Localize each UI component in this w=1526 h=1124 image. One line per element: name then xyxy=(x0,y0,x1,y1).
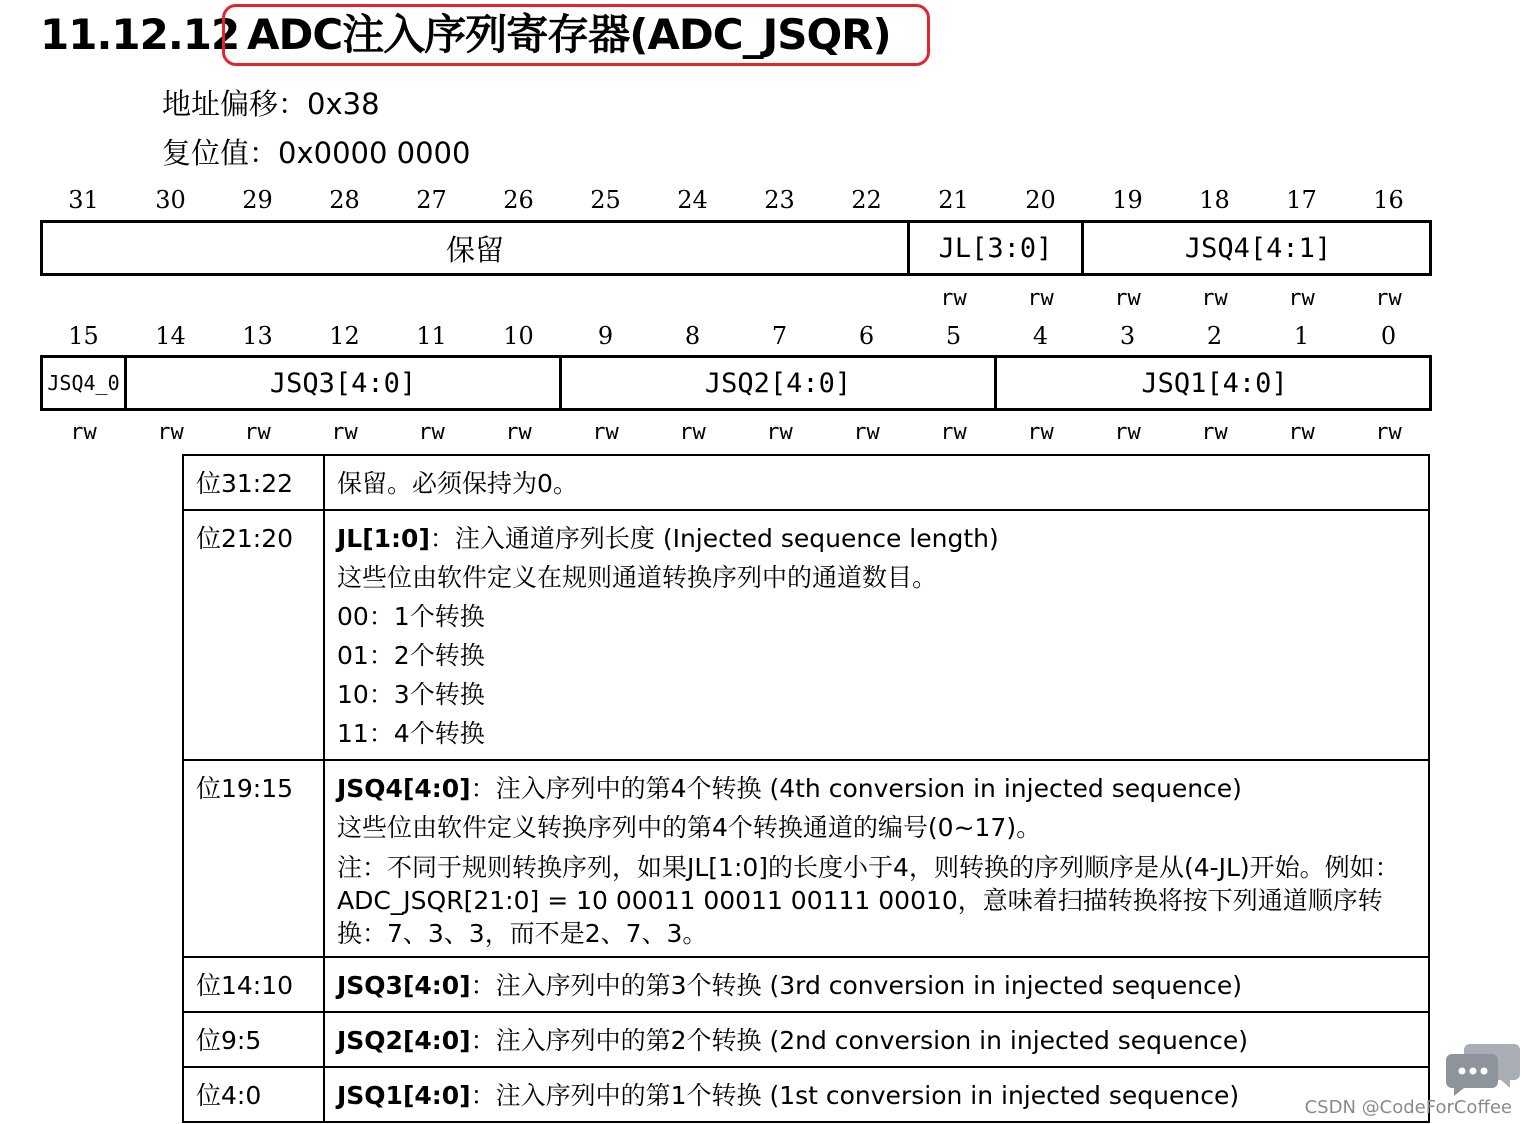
section-title: ADC注入序列寄存器(ADC_JSQR) xyxy=(222,4,930,66)
bit-number: 5 xyxy=(945,322,962,350)
bit-number: 1 xyxy=(1293,322,1310,350)
field-summary: ：注入序列中的第4个转换 (4th conversion in injected sequence) xyxy=(470,774,1242,803)
access-type: rw xyxy=(418,420,445,445)
description-title xyxy=(337,966,1416,1005)
access-type: rw xyxy=(679,420,706,445)
bit-number: 20 xyxy=(1025,186,1056,214)
bit-description-table xyxy=(182,454,1430,1123)
description-line: 这些位由软件定义转换序列中的第4个转换通道的编号(0~17)。 xyxy=(337,813,1042,842)
description-row xyxy=(183,455,1429,510)
bit-description xyxy=(324,957,1429,1012)
access-type: rw xyxy=(940,286,967,311)
description-title xyxy=(337,1076,1416,1115)
access-type: rw xyxy=(157,420,184,445)
bit-range: 位21:20 xyxy=(183,510,324,760)
access-type: rw xyxy=(505,420,532,445)
access-type: rw xyxy=(331,420,358,445)
bit-number: 12 xyxy=(329,322,360,350)
field-name: JSQ1[4:0] xyxy=(337,1081,471,1110)
bit-number: 29 xyxy=(242,186,273,214)
bit-range: 位4:0 xyxy=(183,1067,324,1122)
field-summary: ：注入序列中的第1个转换 (1st conversion in injected sequence) xyxy=(470,1081,1240,1110)
bit-number: 18 xyxy=(1199,186,1230,214)
access-type: rw xyxy=(1114,286,1141,311)
bit-number: 21 xyxy=(938,186,969,214)
field-summary: 保留。必须保持为0。 xyxy=(337,469,578,498)
access-type: rw xyxy=(1375,286,1402,311)
access-type: rw xyxy=(1114,420,1141,445)
bit-number: 9 xyxy=(597,322,614,350)
description-title xyxy=(337,1021,1416,1060)
bit-number: 28 xyxy=(329,186,360,214)
bit-number: 22 xyxy=(851,186,882,214)
bit-number: 0 xyxy=(1380,322,1397,350)
bit-number: 17 xyxy=(1286,186,1317,214)
bit-number: 16 xyxy=(1373,186,1404,214)
description-title xyxy=(337,769,1416,808)
bit-number: 7 xyxy=(771,322,788,350)
access-type: rw xyxy=(1027,420,1054,445)
description-line: 10：3个转换 xyxy=(337,680,485,709)
bit-number: 14 xyxy=(155,322,186,350)
access-type: rw xyxy=(244,420,271,445)
reset-value: 复位值：0x0000 0000 xyxy=(162,136,471,170)
access-type: rw xyxy=(1375,420,1402,445)
bit-number: 15 xyxy=(68,322,99,350)
chat-bubble-icon[interactable] xyxy=(1446,1040,1520,1096)
bit-range: 位9:5 xyxy=(183,1012,324,1067)
register-field: 保留 xyxy=(43,223,910,273)
field-name: JSQ4[4:0] xyxy=(337,774,471,803)
bit-number: 6 xyxy=(858,322,875,350)
bit-number: 30 xyxy=(155,186,186,214)
bit-range: 位14:10 xyxy=(183,957,324,1012)
bit-number: 13 xyxy=(242,322,273,350)
access-type: rw xyxy=(1288,286,1315,311)
description-row xyxy=(183,957,1429,1012)
bit-number: 11 xyxy=(416,322,447,350)
access-type: rw xyxy=(1201,286,1228,311)
access-type: rw xyxy=(940,420,967,445)
description-line: 00：1个转换 xyxy=(337,602,485,631)
description-title xyxy=(337,464,1416,503)
access-type: rw xyxy=(1288,420,1315,445)
access-type: rw xyxy=(1027,286,1054,311)
register-fields-high xyxy=(40,220,1432,276)
register-fields-low xyxy=(40,355,1432,411)
field-name: JL[1:0] xyxy=(337,524,430,553)
access-type: rw xyxy=(853,420,880,445)
bit-description xyxy=(324,760,1429,957)
field-name: JSQ2[4:0] xyxy=(337,1026,471,1055)
description-line: 01：2个转换 xyxy=(337,641,485,670)
bit-number: 27 xyxy=(416,186,447,214)
bit-range: 位19:15 xyxy=(183,760,324,957)
bit-description xyxy=(324,510,1429,760)
bit-numbers-low xyxy=(40,322,1432,352)
bit-number: 2 xyxy=(1206,322,1223,350)
register-field: JSQ4_0 xyxy=(43,358,127,408)
bit-description xyxy=(324,1067,1429,1122)
description-row xyxy=(183,510,1429,760)
description-row xyxy=(183,760,1429,957)
description-line: 11：4个转换 xyxy=(337,719,485,748)
bit-number: 19 xyxy=(1112,186,1143,214)
address-offset: 地址偏移：0x38 xyxy=(162,87,380,121)
register-field: JSQ3[4:0] xyxy=(127,358,562,408)
field-summary: ：注入序列中的第3个转换 (3rd conversion in injected sequence) xyxy=(470,971,1242,1000)
field-summary: ：注入序列中的第2个转换 (2nd conversion in injected sequence) xyxy=(470,1026,1248,1055)
bit-range: 位31:22 xyxy=(183,455,324,510)
bit-description xyxy=(324,455,1429,510)
bit-numbers-high xyxy=(40,186,1432,216)
bit-number: 26 xyxy=(503,186,534,214)
bit-number: 8 xyxy=(684,322,701,350)
description-title xyxy=(337,519,1416,558)
access-high xyxy=(40,286,1432,316)
field-name: JSQ3[4:0] xyxy=(337,971,471,1000)
bit-number: 10 xyxy=(503,322,534,350)
bit-number: 4 xyxy=(1032,322,1049,350)
register-field: JSQ2[4:0] xyxy=(562,358,997,408)
field-summary: ：注入通道序列长度 (Injected sequence length) xyxy=(429,524,999,553)
register-field: JSQ1[4:0] xyxy=(1141,367,1288,399)
access-type: rw xyxy=(70,420,97,445)
watermark: CSDN @CodeForCoffee xyxy=(1304,1097,1512,1118)
access-type: rw xyxy=(592,420,619,445)
description-row xyxy=(183,1067,1429,1122)
access-type: rw xyxy=(766,420,793,445)
bit-number: 3 xyxy=(1119,322,1136,350)
description-row xyxy=(183,1012,1429,1067)
bit-description xyxy=(324,1012,1429,1067)
bit-number: 23 xyxy=(764,186,795,214)
bit-number: 24 xyxy=(677,186,708,214)
access-type: rw xyxy=(1201,420,1228,445)
description-note: 注：不同于规则转换序列，如果JL[1:0]的长度小于4，则转换的序列顺序是从(4-JL)开始。例如：ADC_JSQR[21:0] = 10 00011 00011 00111 00010，意味着扫描转换将按下列通道顺序转换：7、3、3，而不是2、7、3。 xyxy=(337,853,1400,948)
description-line: 这些位由软件定义在规则通道转换序列中的通道数目。 xyxy=(337,563,938,592)
access-low xyxy=(40,420,1432,450)
register-field: JSQ4[4:1] xyxy=(1184,232,1332,264)
bit-number: 25 xyxy=(590,186,621,214)
register-field: JL[3:0] xyxy=(910,223,1084,273)
section-number: 11.12.12 xyxy=(40,10,240,59)
bit-number: 31 xyxy=(68,186,99,214)
